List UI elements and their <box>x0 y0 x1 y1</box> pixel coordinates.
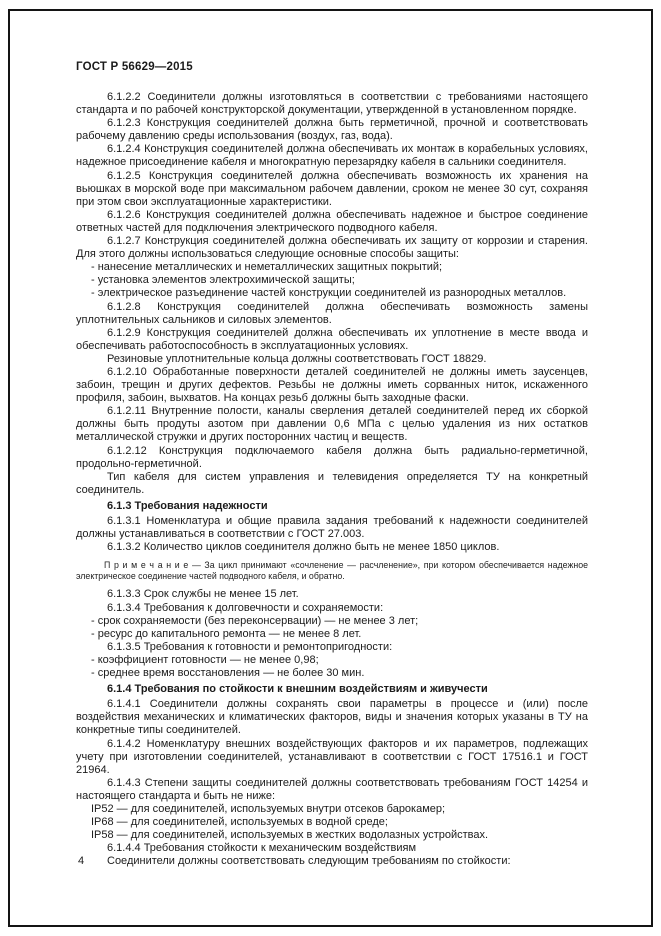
paragraph: 6.1.2.6 Конструкция соединителей должна обеспечивать надежное и быстрое соединение ответных частей для подключения электрического подводного кабеля. <box>76 208 588 234</box>
paragraph: 6.1.3.3 Срок службы не менее 15 лет. <box>107 588 299 601</box>
paragraph: IP68 — для соединителей, используемых в водной среде; <box>91 816 388 829</box>
paragraph: 6.1.2.5 Конструкция соединителей должна обеспечивать возможность их хранения на вьюшках в морской воде при максимальном рабочем давлении, сроком не менее 30 сут, сохраняя при этом свои эксплуатационные характеристики. <box>76 169 588 208</box>
paragraph: 6.1.2.10 Обработанные поверхности деталей соединителей не должны иметь заусенцев, забоин, трещин и других дефектов. Резьбы не должны иметь сорванных ниток, искаженного профиля, забоин, выхватов. На концах резьб должны быть заходные фаски. <box>76 365 588 405</box>
paragraph: - срок сохраняемости (без переконсервации) — не менее 3 лет; <box>91 614 419 627</box>
document-content <box>76 91 588 868</box>
paragraph: 6.1.3.5 Требования к готовности и ремонтопригодности: <box>107 640 393 653</box>
paragraph: - электрическое разъединение частей конструкции соединителей из разнородных металлов. <box>91 287 567 300</box>
paragraph: 6.1.3.2 Количество циклов соединителя должно быть не менее 1850 циклов. <box>107 541 500 554</box>
paragraph: Тип кабеля для систем управления и телевидения определяется ТУ на конкретный соединитель. <box>76 470 588 496</box>
paragraph: 6.1.2.2 Соединители должны изготовляться в соответствии с требованиями настоящего стандарта и по рабочей конструкторской документации, утвержденной в установленном порядке. <box>76 91 588 117</box>
paragraph: 6.1.3.4 Требования к долговечности и сохраняемости: <box>107 601 384 614</box>
paragraph: - среднее время восстановления — не более 30 мин. <box>91 667 365 680</box>
paragraph: IP58 — для соединителей, используемых в жестких водолазных устройствах. <box>91 829 489 842</box>
page-number: 4 <box>78 855 85 867</box>
paragraph: - ресурс до капитального ремонта — не менее 8 лет. <box>91 627 362 640</box>
paragraph: 6.1.4.3 Степени защиты соединителей должны соответствовать требованиям ГОСТ 14254 и настоящего стандарта и быть не ниже: <box>76 776 588 802</box>
document-header: ГОСТ Р 56629—2015 <box>76 61 193 73</box>
paragraph: IP52 — для соединителей, используемых внутри отсеков барокамер; <box>91 802 446 815</box>
paragraph: 6.1.4.2 Номенклатуру внешних воздействующих факторов и их параметров, подлежащих учету при изготовлении соединителей, устанавливают в соответствии с ГОСТ 17516.1 и ГОСТ 21964. <box>76 737 588 776</box>
paragraph: Соединители должны соответствовать следующим требованиям по стойкости: <box>107 855 511 868</box>
paragraph: 6.1.2.7 Конструкция соединителей должна обеспечивать их защиту от коррозии и старения. Для этого должны использоваться следующие основные способы защиты: <box>76 235 588 261</box>
paragraph: 6.1.2.8 Конструкция соединителей должна обеспечивать возможность замены уплотнительных сальников и силовых элементов. <box>76 300 588 326</box>
document-page <box>8 9 653 927</box>
paragraph: 6.1.4.1 Соединители должны сохранять свои параметры в процессе и (или) после воздействия механических и климатических факторов, виды и значения которых указаны в ТУ на конкретные типы соединителей. <box>76 698 588 737</box>
paragraph: - коэффициент готовности — не менее 0,98; <box>91 653 319 666</box>
paragraph: - установка элементов электрохимической защиты; <box>91 274 355 287</box>
paragraph: 6.1.3.1 Номенклатура и общие правила задания требований к надежности соединителей должны устанавливаться в соответствии с ГОСТ 27.003. <box>76 515 588 541</box>
paragraph: 6.1.2.12 Конструкция подключаемого кабеля должна быть радиально-герметичной, продольно-герметичной. <box>76 444 588 470</box>
paragraph: П р и м е ч а н и е — За цикл принимают «сочленение — расчленение», при котором обеспечивается надежное электрическое соединение частей подводного кабеля, и обратно. <box>76 560 588 581</box>
paragraph: 6.1.4 Требования по стойкости к внешним воздействиям и живучести <box>107 683 488 696</box>
paragraph: 6.1.2.11 Внутренние полости, каналы сверления деталей соединителей перед их сборкой должны быть продуты азотом при давлении 0,6 МПа с целью удаления из них остатков металлической стружки и других посторонних частиц и веществ. <box>76 405 588 444</box>
paragraph: 6.1.2.9 Конструкция соединителей должна обеспечивать их уплотнение в месте ввода и обеспечивать работоспособность в эксплуатационных условиях. <box>76 326 588 352</box>
paragraph: - нанесение металлических и неметаллических защитных покрытий; <box>91 261 443 274</box>
paragraph: 6.1.3 Требования надежности <box>107 499 268 512</box>
paragraph: Резиновые уплотнительные кольца должны соответствовать ГОСТ 18829. <box>107 352 487 365</box>
paragraph: 6.1.2.3 Конструкция соединителей должна быть герметичной, прочной и соответствовать рабочему давлению среды использования (воздух, газ, вода). <box>76 117 588 143</box>
paragraph: 6.1.4.4 Требования стойкости к механическим воздействиям <box>107 842 417 855</box>
paragraph: 6.1.2.4 Конструкция соединителей должна обеспечивать их монтаж в корабельных условиях, надежное присоединение кабеля и многократную перезарядку кабеля в сальники соединителя. <box>76 143 588 169</box>
